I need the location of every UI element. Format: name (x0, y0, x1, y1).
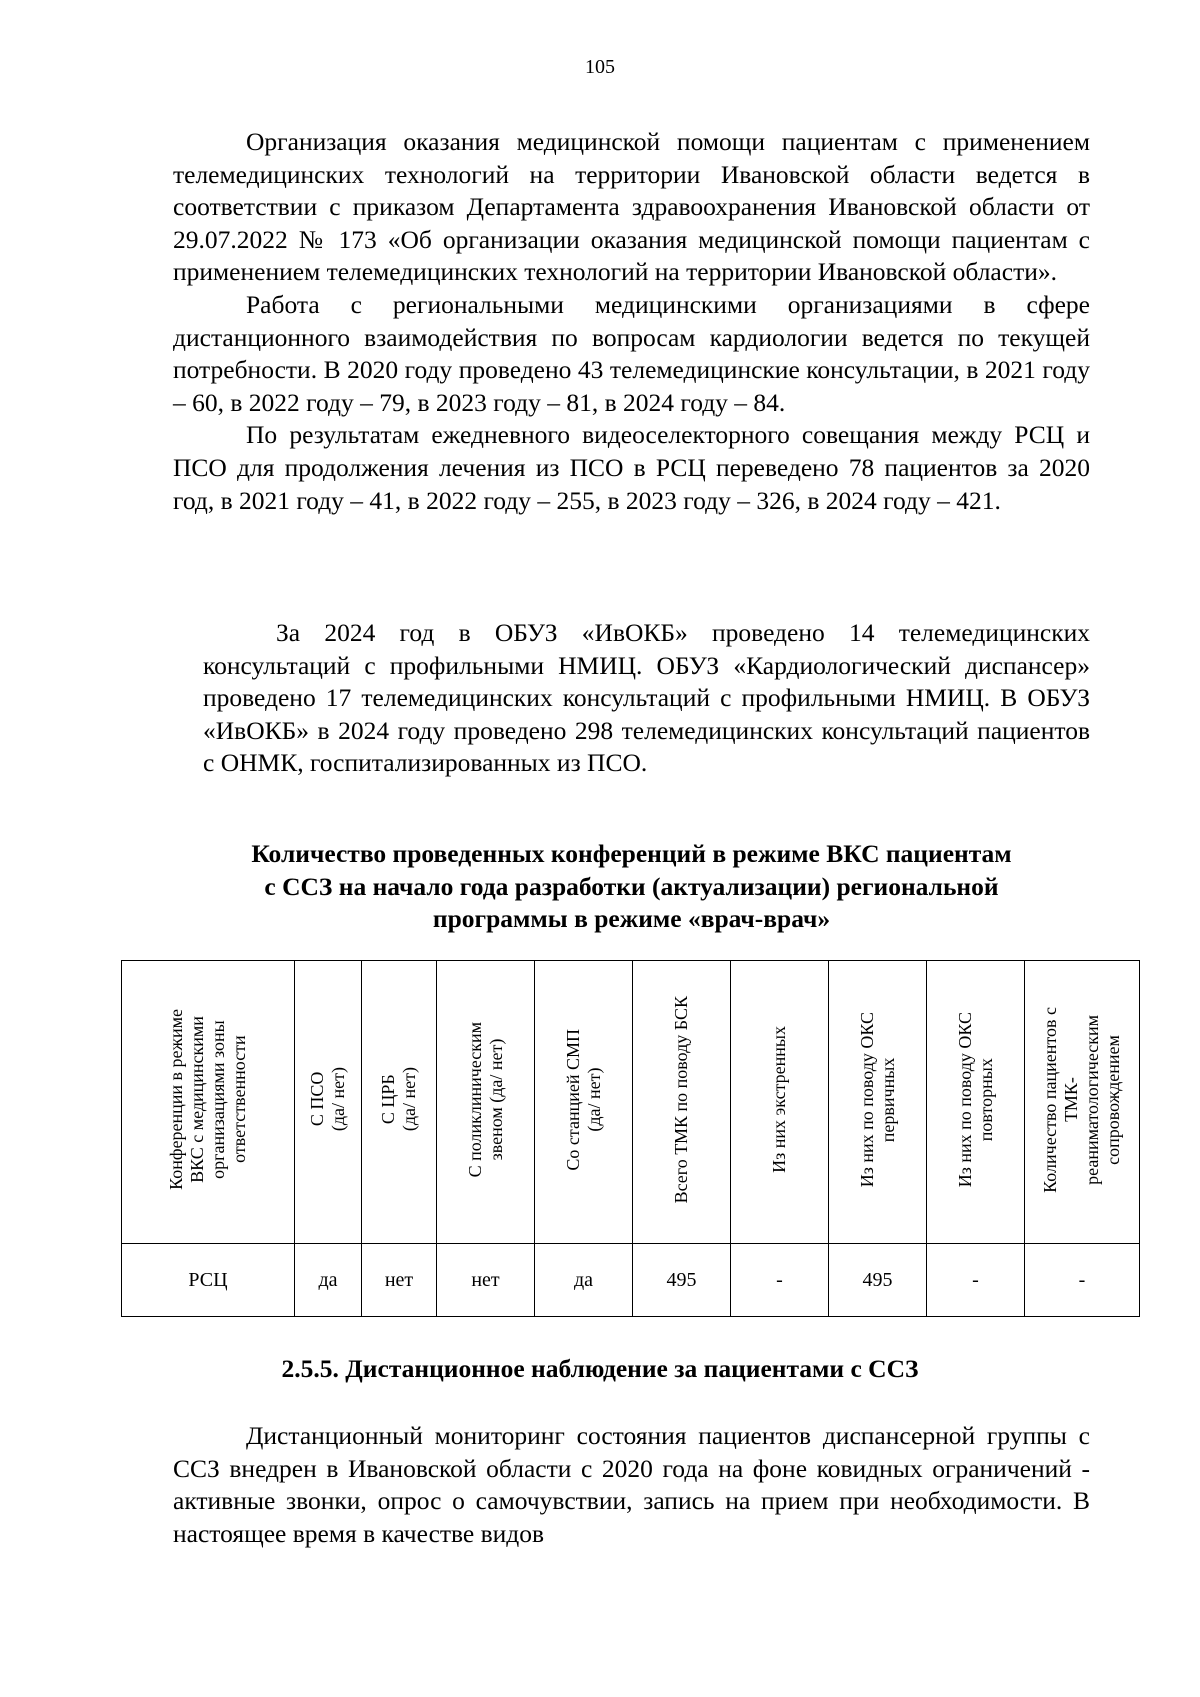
header-pso: С ПСО (да/ нет) (295, 961, 362, 1244)
paragraph-ivokb-first-line: За 2024 год в ОБУЗ «ИвОКБ» проведено 14 телемедицинских (276, 618, 1090, 647)
paragraph-ivokb-consultations (203, 617, 1090, 780)
table-header-row (122, 961, 1140, 1244)
header-oks-repeat: Из них по поводу ОКС повторных (927, 961, 1025, 1244)
cell-org: РСЦ (122, 1244, 295, 1317)
cell-oks-repeat: - (927, 1244, 1025, 1317)
cell-crb: нет (362, 1244, 437, 1317)
cell-pso: да (295, 1244, 362, 1317)
header-emergency: Из них экстренных (731, 961, 829, 1244)
cell-polyclinic: нет (437, 1244, 535, 1317)
header-polyclinic: С поликлиническим звеном (да/ нет) (437, 961, 535, 1244)
cell-smp: да (535, 1244, 633, 1317)
header-resuscitation: Количество пациентов с ТМК- реаниматологическим сопровождением (1025, 961, 1140, 1244)
header-total-tmk: Всего ТМК по поводу БСК (633, 961, 731, 1244)
table-title-line-3: программы в режиме «врач-врач» (432, 904, 831, 934)
paragraph-regional-cooperation: Работа с региональными медицинскими организациями в сфере дистанционного взаимодействия по вопросам кардиологии ведется по текущей потребности. В 2020 году проведено 43 телемедицинские консультации, в 2021 году – 60, в 2022 году – 79, в 2023 году – 81, в 2024 году – 84. (173, 289, 1090, 417)
header-crb: С ЦРБ (да/ нет) (362, 961, 437, 1244)
vks-conferences-table (121, 960, 1140, 1317)
cell-total-tmk: 495 (633, 1244, 731, 1317)
table-title (173, 838, 1090, 936)
body-text-lower (173, 1420, 1090, 1550)
paragraph-telemedicine-order: Организация оказания медицинской помощи пациентам с применением телемедицинских технологий на территории Ивановской области ведется в соответствии с приказом Департамента здравоохранения Ивановской области от 29.07.2022 № 173 «Об организации оказания медицинской помощи пациентам с применением телемедицинских технологий на территории Ивановской области». (173, 127, 1090, 287)
paragraph-transfers: По результатам ежедневного видеоселекторного совещания между РСЦ и ПСО для продолжения лечения из ПСО в РСЦ переведено 78 пациентов за 2020 год, в 2021 году – 41, в 2022 году – 255, в 2023 году – 326, в 2024 году – 421. (173, 420, 1090, 515)
table-title-line-1: Количество проведенных конференций в режиме ВКС пациентам (251, 839, 1012, 868)
body-text-upper (173, 126, 1090, 517)
cell-oks-primary: 495 (829, 1244, 927, 1317)
section-heading: 2.5.5. Дистанционное наблюдение за пациентами с ССЗ (281, 1354, 919, 1383)
page-number: 105 (585, 56, 615, 78)
cell-resuscitation: - (1025, 1244, 1140, 1317)
paragraph-ivokb-rest: консультаций с профильными НМИЦ. ОБУЗ «Кардиологический диспансер» проведено 17 телемедицинских консультаций с профильными НМИЦ. В ОБУЗ «ИвОКБ» в 2024 году проведено 298 телемедицинских консультаций пациентов с ОНМК, госпитализированных из ПСО. (203, 650, 1090, 778)
header-oks-primary: Из них по поводу ОКС первичных (829, 961, 927, 1244)
table-row (122, 1244, 1140, 1317)
paragraph-remote-monitoring: Дистанционный мониторинг состояния пациентов диспансерной группы с ССЗ внедрен в Ивановской области с 2020 года на фоне ковидных ограничений - активные звонки, опрос о самочувствии, запись на прием при необходимости. В настоящее время в качестве видов (173, 1421, 1090, 1548)
table-title-line-2: с ССЗ на начало года разработки (актуализации) региональной (264, 871, 999, 901)
header-conferences: Конференции в режиме ВКС с медицинскими организациями зоны ответственности (122, 961, 295, 1244)
header-smp: Со станцией СМП (да/ нет) (535, 961, 633, 1244)
cell-emergency: - (731, 1244, 829, 1317)
